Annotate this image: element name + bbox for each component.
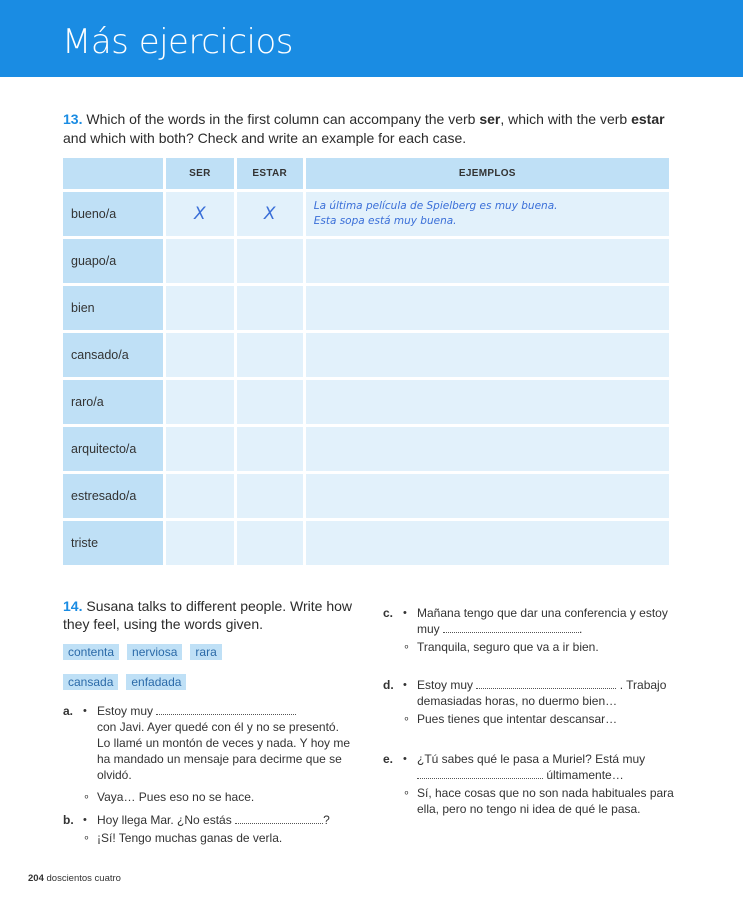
example-field[interactable] [306,380,669,424]
speaker-line [383,677,683,709]
word-chip: cansada [63,674,118,690]
dialogue-letter: e. [383,752,394,766]
line-text: ? [323,813,330,827]
line-text: Estoy muy [97,704,154,718]
estar-checkbox[interactable] [237,427,303,471]
line-text: Estoy muy [417,678,474,692]
header-blank [63,158,163,189]
ser-checkbox[interactable] [166,286,234,330]
reply-line [383,639,683,655]
line-text: Vaya… Pues eso no se hace. [97,790,255,804]
line-text: . Trabajo demasiadas horas, no duermo bien… [417,678,667,708]
answer-blank[interactable] [476,677,616,689]
example-field[interactable] [306,239,669,283]
bullet-icon: • [403,607,407,619]
ser-checkbox[interactable] [166,474,234,518]
page-title: Más ejercicios [62,22,293,62]
row-word: estresado/a [63,474,163,518]
circle-bullet-icon: ∘ [403,641,410,653]
example-field[interactable] [306,427,669,471]
word-chip: enfadada [126,674,186,690]
ser-checkbox[interactable] [166,333,234,377]
instruction-text: and which with both? Check and write an example for each case. [63,130,467,146]
example-field[interactable] [306,474,669,518]
page-footer [28,873,121,884]
line-text: ¿Tú sabes qué le pasa a Muriel? Está muy [417,752,646,766]
example-line: Esta sopa está muy buena. [313,215,457,227]
estar-checkbox[interactable] [237,333,303,377]
estar-checkbox[interactable] [237,286,303,330]
exercise-14-number: 14. [63,598,83,614]
exercise-13-number: 13. [63,111,83,127]
word-chip: nerviosa [127,644,182,660]
line-text: Pues tienes que intentar descansar… [417,712,618,726]
header-ejemplos: EJEMPLOS [306,158,669,189]
instruction-text: Which of the words in the first column can accompany the verb [86,111,480,127]
dialogue-letter: b. [63,813,74,827]
estar-checkbox[interactable]: X [237,192,303,236]
table-row [63,521,669,565]
dialogue-letter: c. [383,606,394,620]
ser-estar-table [60,155,672,568]
dialogue-c [383,605,683,655]
line-text: Hoy llega Mar. ¿No estás [97,813,232,827]
row-word: triste [63,521,163,565]
line-text: Mañana tengo que dar una conferencia y estoy muy [417,606,668,636]
table-row [63,427,669,471]
table-row [63,333,669,377]
dialogue-a [63,703,353,805]
speaker-line [383,751,683,783]
verb-estar: estar [631,111,665,127]
estar-checkbox[interactable] [237,239,303,283]
instruction-text: Susana talks to different people. Write how they feel, using the words given. [63,598,352,632]
line-text: con Javi. Ayer quedé con él y no se presentó. Lo llamé un montón de veces y nada. Y hoy me ha mandado un mensaje para decirme que se olvidó. [97,720,351,782]
answer-blank[interactable] [443,621,579,633]
dialogue-b [63,812,363,846]
dialogue-letter: d. [383,678,394,692]
table-row [63,192,669,236]
verb-ser: ser [479,111,501,127]
table-header-row [63,158,669,189]
dialogue-e [383,751,683,817]
bullet-icon: • [83,814,87,826]
example-field[interactable] [306,333,669,377]
line-text: Tranquila, seguro que va a ir bien. [417,640,599,654]
line-text: ¡Sí! Tengo muchas ganas de verla. [97,831,283,845]
ser-checkbox[interactable] [166,380,234,424]
instruction-text: , which with the verb [500,111,632,127]
ser-checkbox[interactable] [166,239,234,283]
speaker-line [63,812,363,828]
estar-checkbox[interactable] [237,521,303,565]
reply-line [63,789,353,805]
ser-checkbox[interactable] [166,427,234,471]
line-text: . [579,622,583,636]
table-row [63,474,669,518]
line-text: Sí, hace cosas que no son nada habituales para ella, pero no tengo ni idea de qué le pasa. [417,786,674,816]
reply-line [383,785,683,817]
estar-checkbox[interactable] [237,474,303,518]
bullet-icon: • [83,705,87,717]
line-text: últimamente… [546,768,624,782]
dialogue-d [383,677,683,727]
row-word: arquitecto/a [63,427,163,471]
estar-checkbox[interactable] [237,380,303,424]
page-number-words: doscientos cuatro [46,873,121,884]
word-bank [63,643,323,703]
speaker-line [383,605,683,637]
dialogue-letter: a. [63,704,74,718]
reply-line [63,830,363,846]
answer-blank[interactable] [417,767,543,779]
circle-bullet-icon: ∘ [403,713,410,725]
row-word: cansado/a [63,333,163,377]
header-estar: ESTAR [237,158,303,189]
example-field[interactable] [306,521,669,565]
header-ser: SER [166,158,234,189]
page-number: 204 [28,873,44,884]
circle-bullet-icon: ∘ [403,787,410,799]
header-banner [0,0,743,77]
bullet-icon: • [403,679,407,691]
word-chip: rara [190,644,221,660]
exercise-14-instruction [63,597,358,633]
reply-line [383,711,683,727]
row-word: bien [63,286,163,330]
table-row [63,286,669,330]
answer-blank[interactable] [235,812,323,824]
ser-checkbox[interactable]: X [166,192,234,236]
table-row [63,380,669,424]
bullet-icon: • [403,753,407,765]
example-field[interactable] [306,286,669,330]
speaker-line [63,703,353,783]
exercise-13-instruction [63,110,683,148]
row-word: raro/a [63,380,163,424]
answer-blank[interactable] [156,703,296,715]
row-word: bueno/a [63,192,163,236]
example-line: La última película de Spielberg es muy buena. [313,200,558,212]
table-row [63,239,669,283]
word-chip: contenta [63,644,119,660]
circle-bullet-icon: ∘ [83,832,90,844]
ser-checkbox[interactable] [166,521,234,565]
example-field[interactable] [306,192,669,236]
circle-bullet-icon: ∘ [83,791,90,803]
row-word: guapo/a [63,239,163,283]
